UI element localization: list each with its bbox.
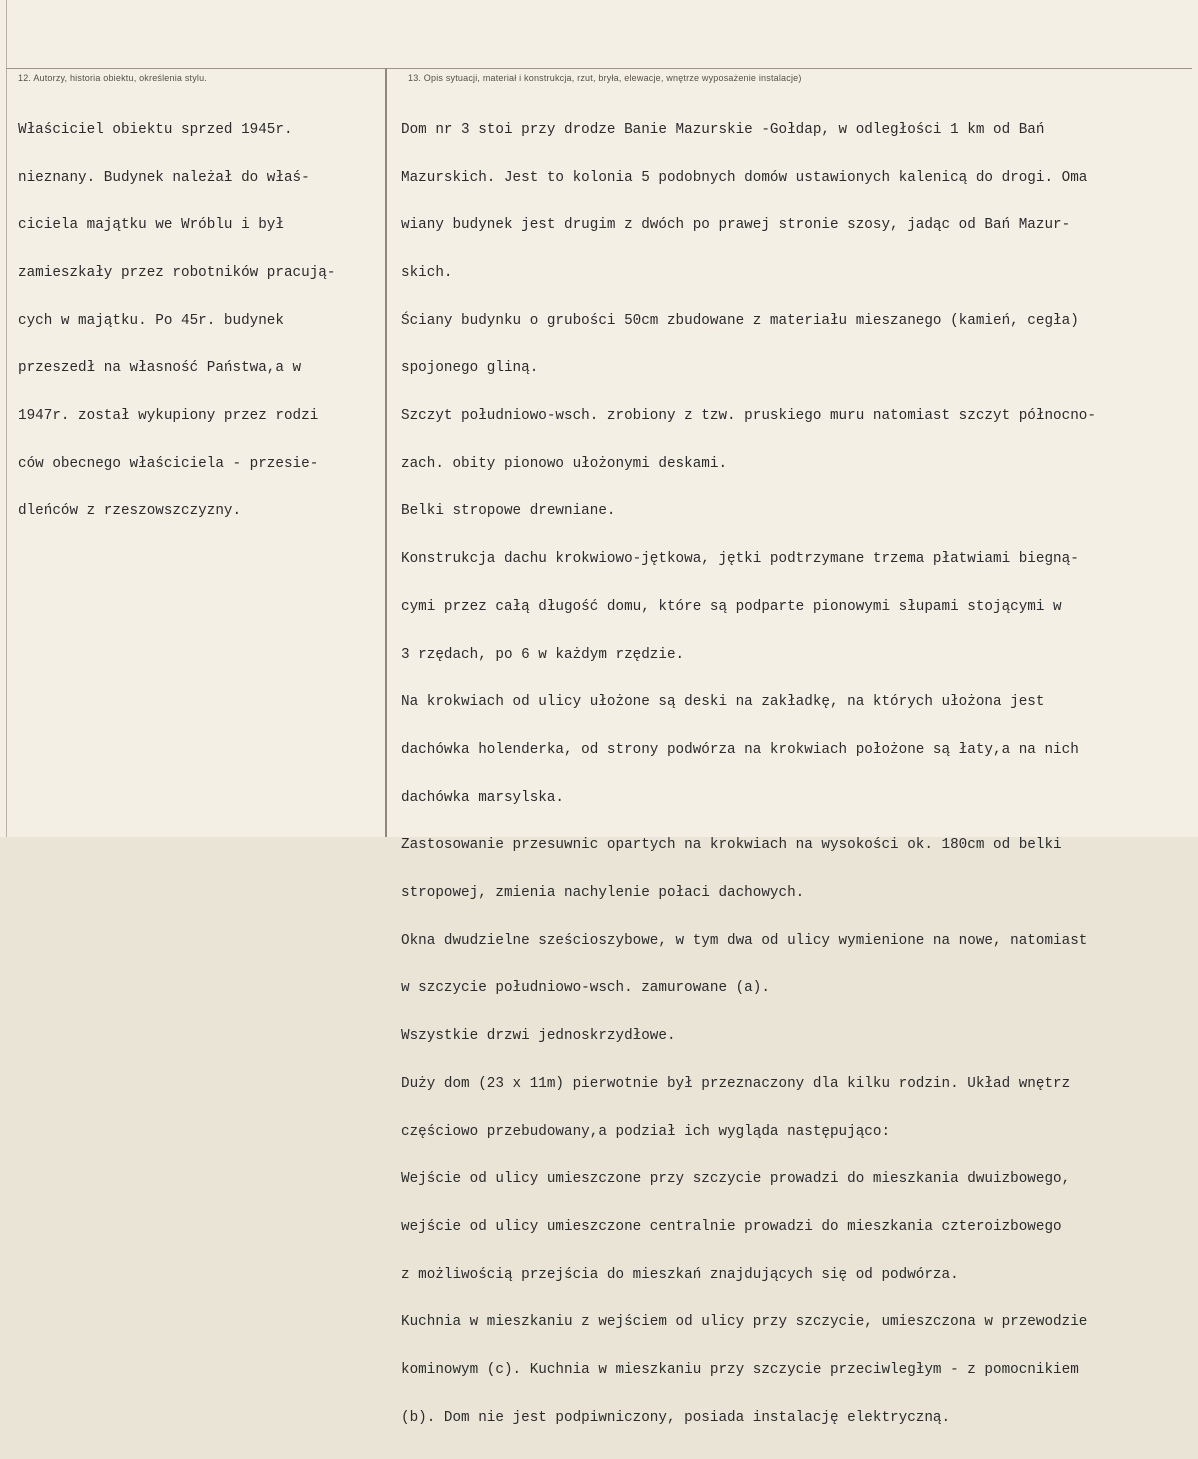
text-line: Konstrukcja dachu krokwiowo-jętkowa, jętki podtrzymane trzema płatwiami biegną- (401, 551, 1079, 568)
text-line: (b). Dom nie jest podpiwniczony, posiada instalację elektryczną. (401, 1409, 951, 1426)
section-13-text (401, 91, 1096, 1459)
text-line: skich. (401, 264, 453, 281)
text-line: Zastosowanie przesuwnic opartych na krokwiach na wysokości ok. 180cm od belki (401, 837, 1062, 854)
text-line: Belki stropowe drewniane. (401, 503, 616, 520)
text-line: Wejście od ulicy umieszczone przy szczycie prowadzi do mieszkania dwuizbowego, (401, 1171, 1071, 1188)
text-line: cymi przez całą długość domu, które są podparte pionowymi słupami stojącymi w (401, 598, 1062, 615)
text-line: 1947r. został wykupiony przez rodzi (18, 408, 319, 425)
text-line: Szczyt południowo-wsch. zrobiony z tzw. pruskiego muru natomiast szczyt północno- (401, 408, 1096, 425)
card-left-edge (6, 0, 7, 837)
text-line: w szczycie południowo-wsch. zamurowane (a). (401, 980, 770, 997)
section-13-heading: 13. Opis sytuacji, materiał i konstrukcja, rzut, bryła, elewacje, wnętrze wyposażenie instalacje) (408, 73, 802, 83)
text-line: z możliwością przejścia do mieszkań znajdujących się od podwórza. (401, 1266, 959, 1283)
text-line: Duży dom (23 x 11m) pierwotnie był przeznaczony dla kilku rodzin. Układ wnętrz (401, 1075, 1071, 1092)
text-line: stropowej, zmienia nachylenie połaci dachowych. (401, 885, 805, 902)
text-line: Okna dwudzielne sześcioszybowe, w tym dwa od ulicy wymienione na nowe, natomiast (401, 932, 1088, 949)
header-rule (6, 68, 1192, 69)
text-line: wiany budynek jest drugim z dwóch po prawej stronie szosy, jadąc od Bań Mazur- (401, 217, 1071, 234)
text-line: ciciela majątku we Wróblu i był (18, 217, 284, 234)
text-line: nieznany. Budynek należał do właś- (18, 169, 310, 186)
section-12-text (18, 91, 335, 552)
text-line: Dom nr 3 stoi przy drodze Banie Mazurskie -Gołdap, w odległości 1 km od Bań (401, 121, 1045, 138)
text-line: dachówka holenderka, od strony podwórza na krokwiach położone są łaty,a na nich (401, 741, 1079, 758)
text-line: spojonego gliną. (401, 360, 539, 377)
text-line: częściowo przebudowany,a podział ich wygląda następująco: (401, 1123, 891, 1140)
text-line: zach. obity pionowo ułożonymi deskami. (401, 455, 728, 472)
text-line: dachówka marsylska. (401, 789, 565, 806)
text-line: Wszystkie drzwi jednoskrzydłowe. (401, 1028, 676, 1045)
text-line: zamieszkały przez robotników pracują- (18, 264, 336, 281)
text-line: przeszedł na własność Państwa,a w (18, 360, 302, 377)
text-line: Ściany budynku o grubości 50cm zbudowane z materiału mieszanego (kamień, cegła) (401, 312, 1079, 329)
text-line: Na krokwiach od ulicy ułożone są deski na zakładkę, na których ułożona jest (401, 694, 1045, 711)
text-line: ców obecnego właściciela - przesie- (18, 455, 319, 472)
column-divider (385, 68, 387, 837)
text-line: wejście od ulicy umieszczone centralnie prowadzi do mieszkania czteroizbowego (401, 1218, 1062, 1235)
text-line: cych w majątku. Po 45r. budynek (18, 312, 284, 329)
section-12-heading: 12. Autorzy, historia obiektu, określenia stylu. (18, 73, 208, 83)
text-line: Kuchnia w mieszkaniu z wejściem od ulicy przy szczycie, umieszczona w przewodzie (401, 1314, 1088, 1331)
text-line: Właściciel obiektu sprzed 1945r. (18, 121, 293, 138)
text-line: 3 rzędach, po 6 w każdym rzędzie. (401, 646, 685, 663)
text-line: Mazurskich. Jest to kolonia 5 podobnych domów ustawionych kalenicą do drogi. Oma (401, 169, 1088, 186)
text-line: kominowym (c). Kuchnia w mieszkaniu przy szczycie przeciwległym - z pomocnikiem (401, 1362, 1079, 1379)
text-line: dleńców z rzeszowszczyzny. (18, 503, 242, 520)
